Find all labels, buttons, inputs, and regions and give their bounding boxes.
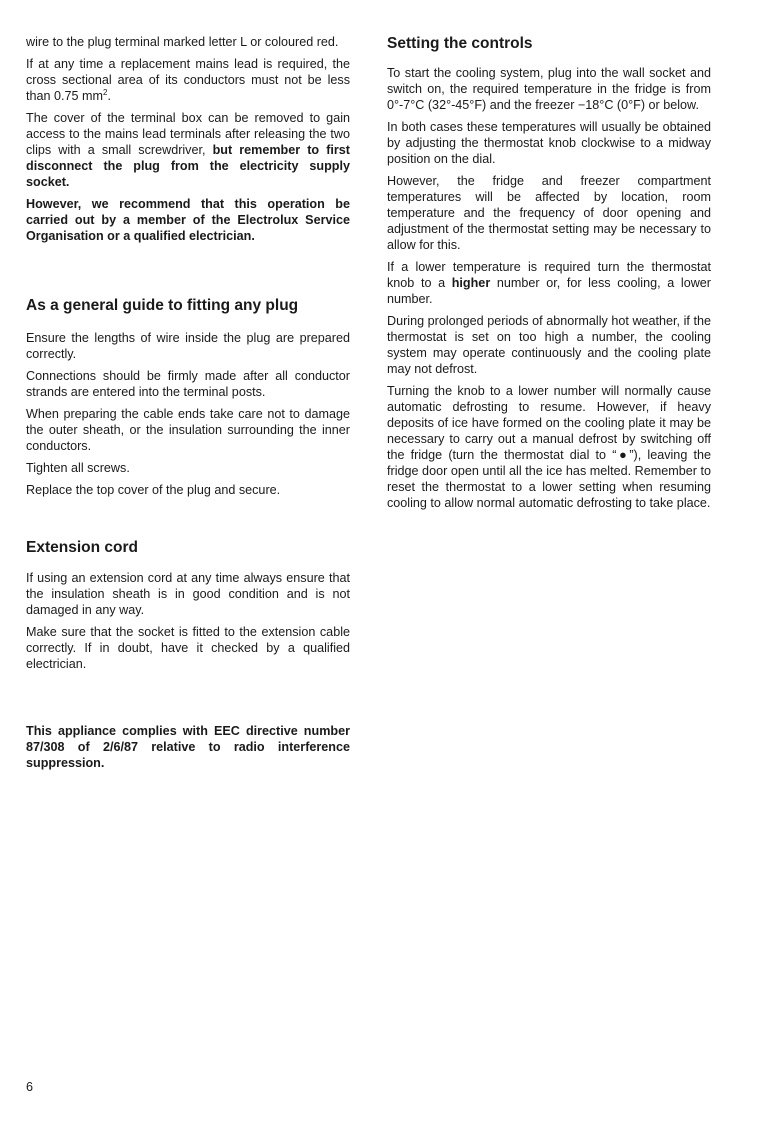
- controls-paragraph-1: To start the cooling system, plug into the wall socket and switch on, the required temperature in the fridge is from 0°-7°C (32°-45°F) and the freezer −18°C (0°F) or below.: [387, 66, 711, 112]
- plug-guide-paragraph: Replace the top cover of the plug and secure.: [26, 483, 281, 497]
- intro-paragraph-4: [26, 196, 350, 244]
- plug-guide-section: [26, 296, 350, 504]
- p4-bold-recommendation: However, we recommend that this operation be carried out by a member of the Electrolux Service Organisation or a qualified electrician.: [26, 197, 350, 243]
- p4-end: number or, for less cooling, a lower number.: [387, 276, 711, 306]
- p2-superscript: 2: [103, 87, 108, 97]
- intro-paragraph-3: [26, 110, 350, 190]
- setting-controls-section: [387, 34, 711, 517]
- p2-text: If at any time a replacement mains lead is required, the cross sectional area of its conductors must not be less than 0.75 mm: [26, 57, 350, 103]
- controls-paragraph-4: [387, 259, 711, 307]
- intro-paragraph-2: [26, 56, 350, 104]
- plug-guide-paragraph: Connections should be firmly made after all conductor strands are entered into the terminal posts.: [26, 369, 350, 399]
- plug-guide-heading: As a general guide to fitting any plug: [26, 297, 299, 314]
- plug-guide-paragraph: Tighten all screws.: [26, 461, 130, 475]
- plug-guide-paragraph: When preparing the cable ends take care not to damage the outer sheath, or the insulation surrounding the inner conductors.: [26, 407, 350, 453]
- controls-paragraph-6: Turning the knob to a lower number will normally cause automatic defrosting to resume. However, if heavy deposits of ice have formed on the cooling plate it may be necessary to carry out a manual defrost by switching off the fridge (turn the thermostat dial to “●”), leaving the fridge door open until all the ice has melted. Remember to reset the thermostat to a lower setting when resuming cooling to allow normal automatic defrosting to take place.: [387, 384, 711, 510]
- setting-controls-heading: Setting the controls: [387, 35, 533, 52]
- wiring-intro-section: [26, 34, 350, 250]
- controls-paragraph-3: However, the fridge and freezer compartment temperatures will be affected by location, room temperature and the frequency of door opening and adjustment of the thermostat setting may be necessary to allow for this.: [387, 174, 711, 252]
- compliance-section: [26, 723, 350, 777]
- extension-cord-section: [26, 538, 350, 678]
- compliance-statement: [26, 723, 350, 771]
- extension-cord-heading: Extension cord: [26, 539, 138, 556]
- extension-paragraph: Make sure that the socket is fitted to the extension cable correctly. If in doubt, have it checked by a qualified electrician.: [26, 625, 350, 671]
- p3-bold-warning: but remember to first disconnect the plug from the electricity supply socket.: [26, 143, 350, 189]
- extension-paragraph: If using an extension cord at any time always ensure that the insulation sheath is in good condition and is not damaged in any way.: [26, 571, 350, 617]
- p4-bold-word: higher: [451, 276, 491, 290]
- p4-text: If a lower temperature is required turn the thermostat knob to a: [387, 260, 711, 290]
- controls-paragraph-2: In both cases these temperatures will usually be obtained by adjusting the thermostat knob clockwise to a midway position on the dial.: [387, 120, 711, 166]
- controls-paragraph-5: During prolonged periods of abnormally hot weather, if the thermostat is set on too high a number, the cooling system may operate continuously and the cooling plate may not defrost.: [387, 314, 711, 376]
- p3-text: The cover of the terminal box can be removed to gain access to the mains lead terminals after releasing the two clips with a small screwdriver,: [26, 111, 350, 157]
- intro-paragraph-1: wire to the plug terminal marked letter L or coloured red.: [26, 35, 339, 49]
- page-number: 6: [26, 1080, 34, 1094]
- plug-guide-paragraph: Ensure the lengths of wire inside the plug are prepared correctly.: [26, 331, 350, 361]
- p2-end: .: [107, 89, 111, 103]
- compliance-text: This appliance complies with EEC directive number 87/308 of 2/6/87 relative to radio interference suppression.: [26, 724, 350, 770]
